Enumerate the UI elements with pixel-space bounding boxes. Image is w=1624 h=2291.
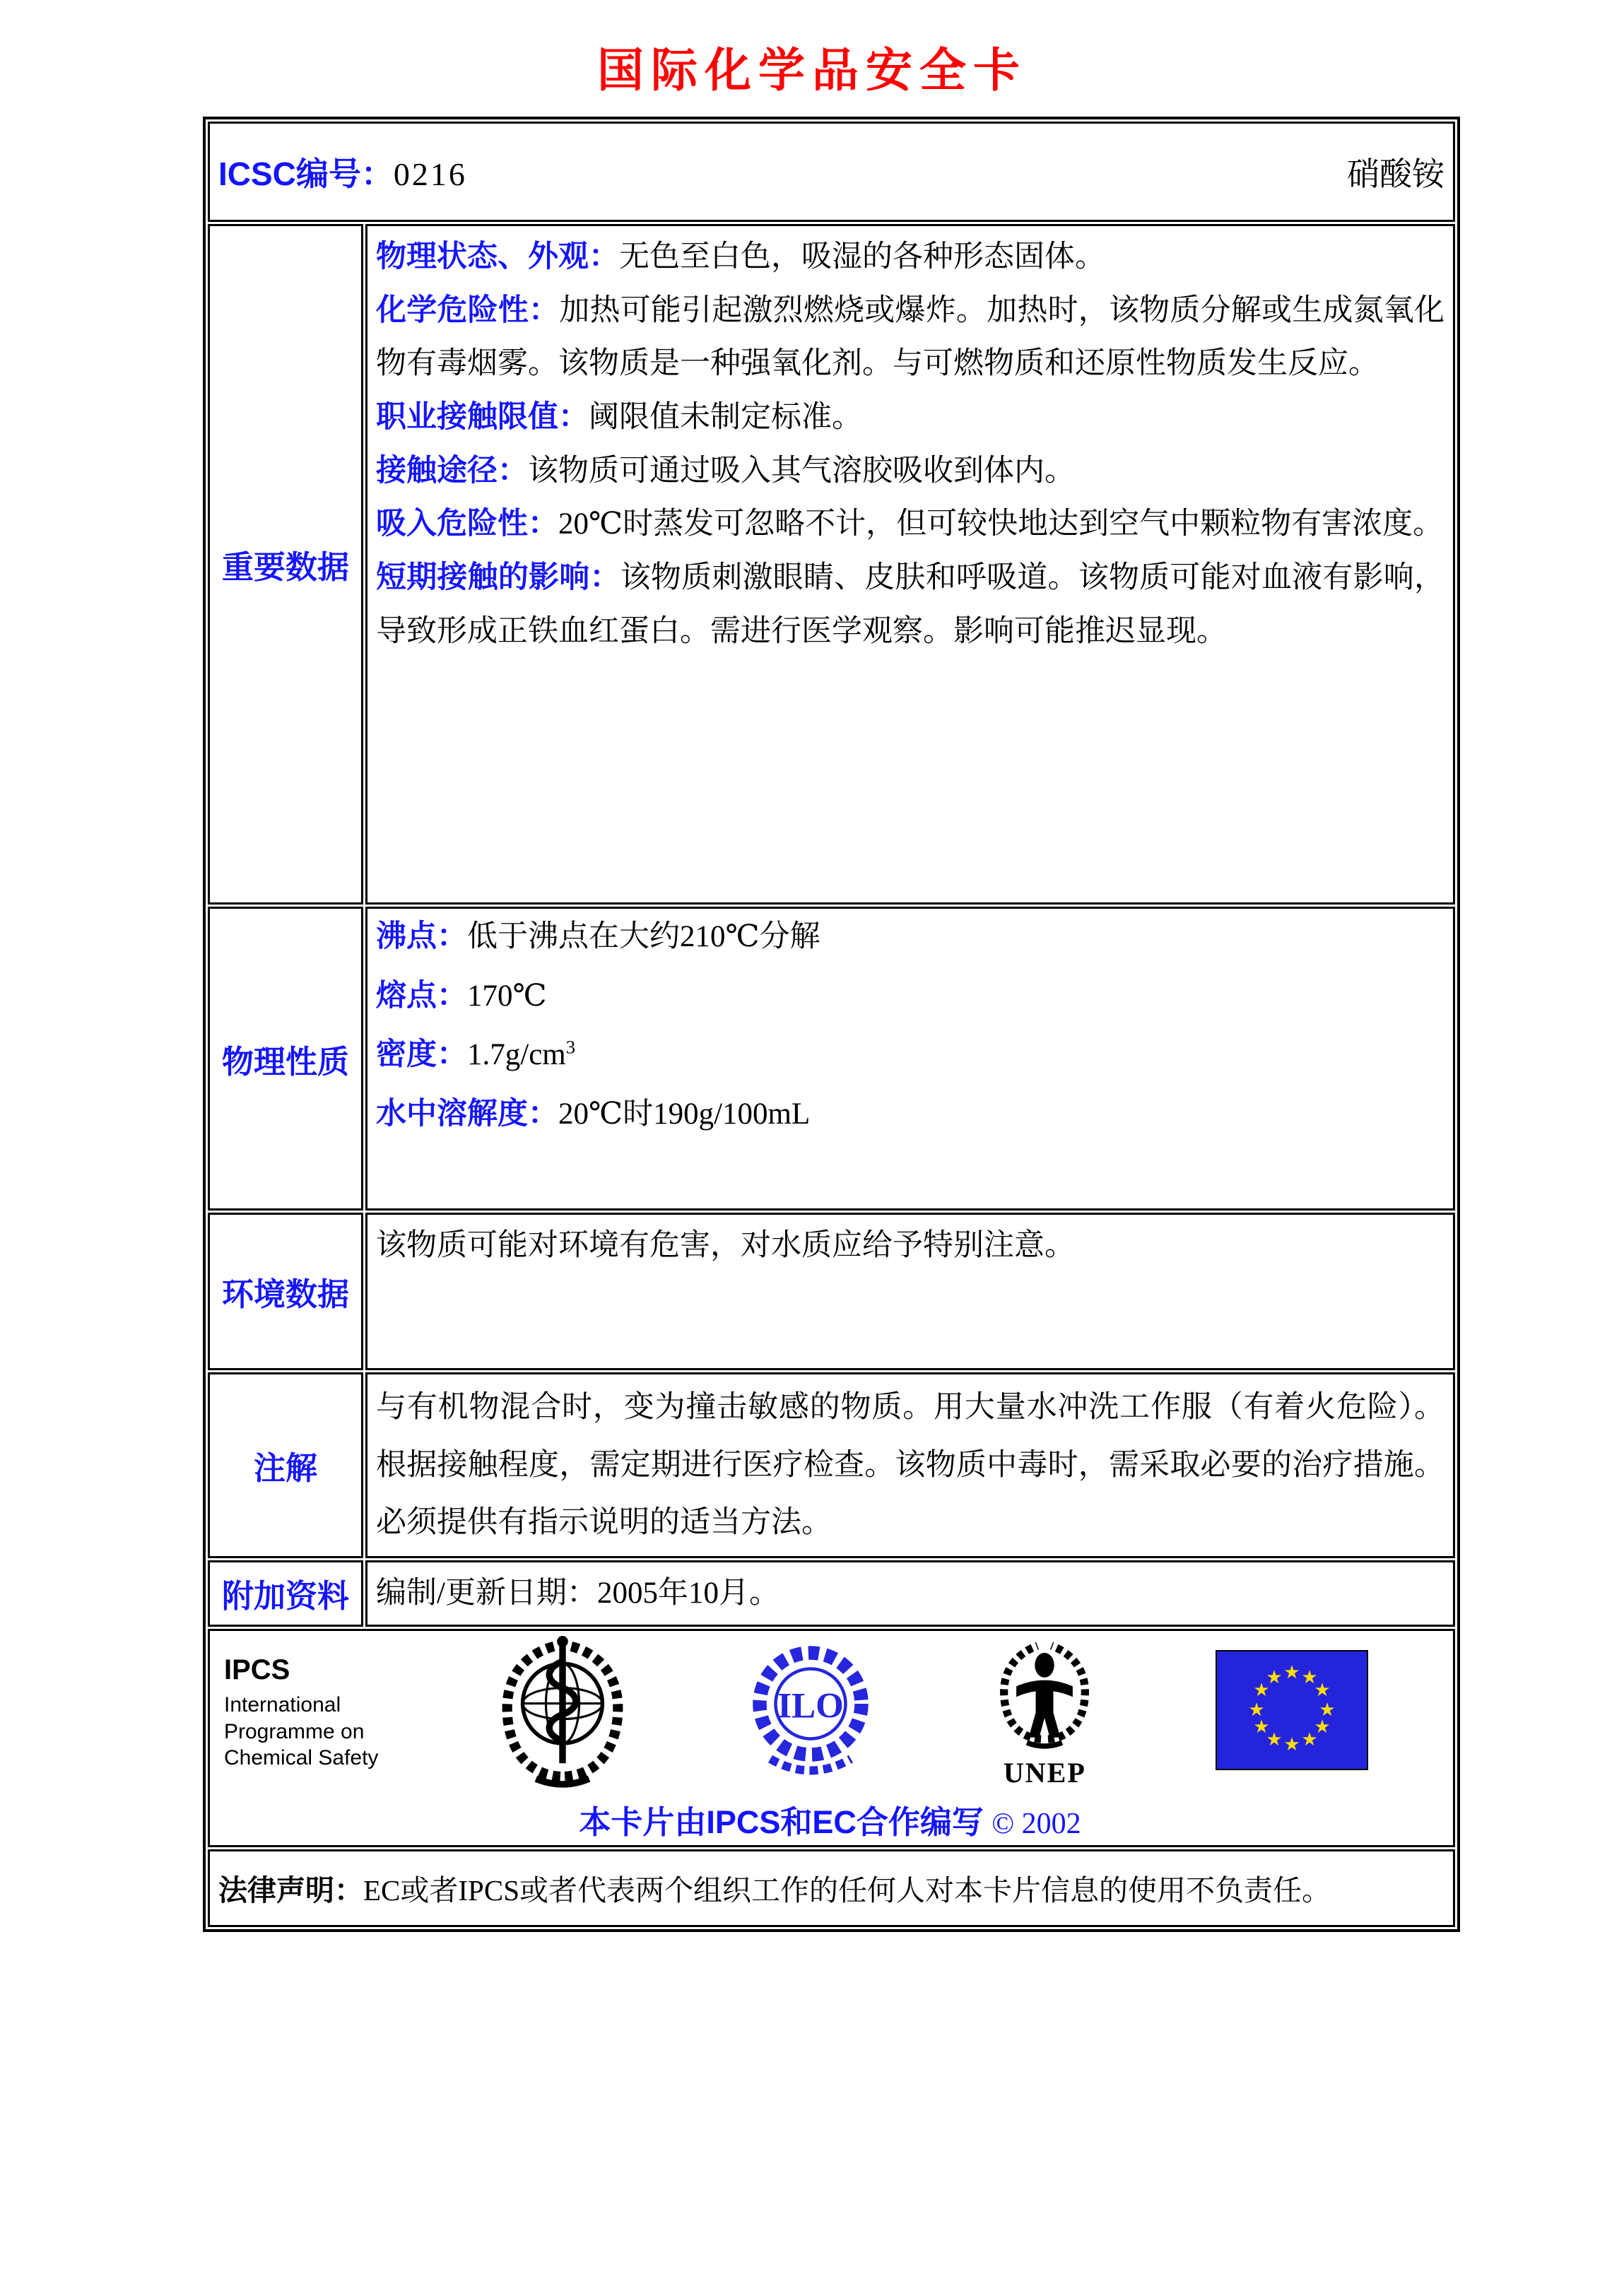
ilo-logo-icon [747, 1635, 874, 1789]
ipcs-line: Chemical Safety [224, 1746, 379, 1770]
svg-text:★: ★ [1253, 1680, 1270, 1702]
field-value: 20℃时190g/100mL [558, 1097, 811, 1131]
field-label: 接触途径： [376, 453, 528, 488]
ipcs-line: Programme on [224, 1719, 365, 1743]
legal-row [208, 1849, 1455, 1927]
important-item [376, 497, 1444, 551]
page-title: 国际化学品安全卡 [597, 44, 1027, 96]
icsc-number-value: 0216 [393, 156, 467, 192]
environment-text: 该物质可能对环境有危害，对水质应给予特别注意。 [376, 1229, 1075, 1262]
field-value: 该物质可通过吸入其气溶胶吸收到体内。 [528, 454, 1075, 488]
svg-text:★: ★ [1301, 1667, 1318, 1689]
physical-item [376, 1031, 1444, 1079]
field-value: 1.7g/cm [467, 1038, 566, 1072]
row-label-notes: 注解 [208, 1372, 363, 1558]
svg-text:★: ★ [1253, 1716, 1270, 1738]
field-value: 加热可能引起激烈燃烧或爆炸。加热时，该物质分解或生成氮氧化物有毒烟雾。该物质是一种强氧化剂。与可燃物质和还原性物质发生反应。 [376, 293, 1445, 381]
logos-row [208, 1629, 1455, 1847]
field-value: 20℃时蒸发可忽略不计，但可较快地达到空气中颗粒物有害浓度。 [558, 507, 1444, 541]
row-label-physical-properties: 物理性质 [208, 907, 363, 1211]
important-item [376, 284, 1444, 391]
field-label: 密度： [376, 1037, 467, 1072]
field-label: 熔点： [376, 978, 467, 1013]
field-value: 阈限值未制定标准。 [589, 401, 862, 435]
who-logo-icon [496, 1632, 629, 1791]
header-cell [208, 122, 1455, 222]
field-label: 化学危险性： [376, 293, 560, 327]
field-label: 物理状态、外观： [376, 240, 619, 273]
physical-item [376, 972, 1444, 1020]
field-superscript: 3 [565, 1036, 576, 1058]
field-label: 水中溶解度： [376, 1096, 558, 1131]
physical-item [376, 1090, 1444, 1138]
field-value: 低于沸点在大约210℃分解 [467, 920, 820, 953]
important-item [376, 391, 1444, 444]
row-label-environment-data: 环境数据 [208, 1213, 363, 1370]
ipcs-line: International [224, 1693, 341, 1717]
svg-text:★: ★ [1319, 1700, 1336, 1721]
svg-text:★: ★ [1266, 1667, 1283, 1689]
notes-content [365, 1372, 1455, 1558]
additional-info-text: 编制/更新日期：2005年10月。 [376, 1577, 779, 1610]
unep-logo-icon [992, 1635, 1098, 1760]
svg-text:★: ★ [1248, 1700, 1265, 1721]
svg-text:★: ★ [1314, 1680, 1331, 1702]
field-value: 无色至白色，吸湿的各种形态固体。 [619, 240, 1105, 273]
svg-text:★: ★ [1266, 1729, 1283, 1751]
legal-text: EC或者IPCS或者代表两个组织工作的任何人对本卡片信息的使用不负责任。 [363, 1874, 1331, 1907]
unep-logo-block [992, 1635, 1098, 1789]
row-label-additional-info: 附加资料 [208, 1560, 363, 1627]
field-value: 该物质刺激眼睛、皮肤和呼吸道。该物质可能对血液有影响，导致形成正铁血红蛋白。需进行医学观察。影响可能推迟显现。 [376, 561, 1445, 648]
copyright-text: © 2002 [992, 1807, 1081, 1840]
important-data-row [208, 224, 1455, 905]
credit-line [221, 1796, 1439, 1842]
notes-row [208, 1372, 1455, 1558]
icsc-number-label: ICSC编号： [218, 155, 394, 192]
physical-properties-content [365, 907, 1455, 1211]
environment-data-content [365, 1213, 1455, 1370]
ipcs-acronym: IPCS [224, 1654, 290, 1686]
field-label: 短期接触的影响： [376, 560, 620, 595]
important-item [376, 444, 1444, 498]
svg-text:★: ★ [1283, 1662, 1300, 1684]
ipcs-text-block [224, 1652, 378, 1772]
unep-wordmark: UNEP [1003, 1756, 1086, 1789]
legal-label: 法律声明： [218, 1874, 363, 1907]
environment-data-row [208, 1213, 1455, 1370]
safety-card-table [203, 117, 1460, 1932]
field-label: 吸入危险性： [376, 507, 558, 541]
svg-text:★: ★ [1314, 1716, 1331, 1738]
chemical-name: 硝酸铵 [1347, 156, 1444, 192]
important-item [376, 551, 1444, 658]
notes-text: 与有机物混合时，变为撞击敏感的物质。用大量水冲洗工作服（有着火危险）。根据接触程度，需定期进行医疗检查。该物质中毒时，需采取必要的治疗措施。必须提供有指示说明的适当方法。 [376, 1391, 1444, 1540]
legal-cell [208, 1849, 1455, 1927]
physical-properties-row [208, 907, 1455, 1211]
additional-info-row [208, 1560, 1455, 1627]
important-item [376, 230, 1444, 284]
row-label-important-data: 重要数据 [208, 224, 363, 905]
icsc-number-group [218, 148, 467, 195]
logos-cell [208, 1629, 1455, 1847]
svg-text:★: ★ [1283, 1734, 1300, 1756]
svg-text:ILO: ILO [777, 1686, 844, 1726]
header-row [208, 122, 1455, 222]
field-label: 职业接触限值： [376, 400, 589, 435]
additional-info-content [365, 1560, 1455, 1627]
credit-text: 本卡片由IPCS和EC合作编写 [579, 1803, 984, 1840]
field-label: 沸点： [376, 919, 467, 953]
field-value: 170℃ [467, 979, 547, 1013]
physical-item [376, 913, 1444, 961]
eu-flag-icon [1216, 1650, 1368, 1774]
important-data-content [365, 224, 1455, 905]
svg-text:★: ★ [1301, 1729, 1318, 1751]
